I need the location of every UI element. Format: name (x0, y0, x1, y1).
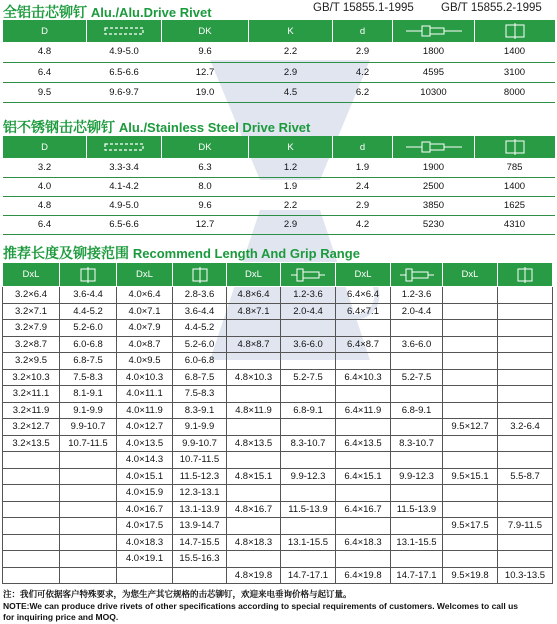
table-cell (281, 419, 336, 436)
table-cell: 6.8-7.5 (173, 369, 227, 386)
note-cn: 注：我们可依据客户特殊要求，为您生产其它规格的击芯铆钉，欢迎来电垂询价格与起订量。 (3, 589, 352, 599)
table-cell: 6.2 (333, 82, 393, 102)
table-cell: 6.4×16.7 (336, 501, 391, 518)
table-cell: 4.0×15.9 (117, 485, 173, 502)
table-cell: 15.5-16.3 (173, 551, 227, 568)
table-cell (60, 485, 117, 502)
table-cell (498, 320, 553, 337)
table-row (3, 320, 553, 337)
table-cell: 1800 (393, 42, 475, 62)
table-cell (336, 320, 391, 337)
table-cell: 9.9-12.3 (391, 468, 443, 485)
table-cell (443, 386, 498, 403)
table-cell: 3.6-6.0 (391, 336, 443, 353)
table-cell: 4.0 (3, 177, 87, 196)
table-cell (336, 485, 391, 502)
table-cell: 3.2×7.9 (3, 320, 60, 337)
table-cell: 6.4×6.4 (336, 287, 391, 304)
table-cell: 6.4×8.7 (336, 336, 391, 353)
table-cell: 3.2×10.3 (3, 369, 60, 386)
table-cell (498, 386, 553, 403)
table-cell: 4595 (393, 62, 475, 82)
table2-title-cn: 铝不锈钢击芯铆钉 (3, 119, 115, 135)
table-cell: 2.0-4.4 (391, 303, 443, 320)
grip-range-icon (281, 263, 336, 287)
shear-icon (393, 136, 475, 158)
table-cell: 2.4 (333, 177, 393, 196)
table-row (3, 177, 555, 196)
table-cell: 2.9 (249, 215, 333, 234)
table-cell: 4.8×18.3 (227, 534, 281, 551)
table-row (3, 369, 553, 386)
table-cell (281, 353, 336, 370)
table-cell (443, 303, 498, 320)
table-cell: 4.0×8.7 (117, 336, 173, 353)
grip-range-icon (391, 263, 443, 287)
table-cell (391, 419, 443, 436)
table-cell (443, 435, 498, 452)
table-cell: 11.5-13.9 (391, 501, 443, 518)
table-cell (3, 534, 60, 551)
table-cell: 4.0×15.1 (117, 468, 173, 485)
table-cell (227, 419, 281, 436)
standard-2: GB/T 15855.2-1995 (441, 2, 542, 14)
table-cell: 5.2-6.0 (173, 336, 227, 353)
table-cell (336, 551, 391, 568)
table-cell: 6.8-9.1 (391, 402, 443, 419)
table-cell (227, 485, 281, 502)
table-cell (60, 501, 117, 518)
table-cell: 1400 (475, 177, 555, 196)
table-cell: 4.0×11.9 (117, 402, 173, 419)
table3-title (3, 243, 360, 263)
table-cell: 9.1-9.9 (60, 402, 117, 419)
table-cell: 3.2×8.7 (3, 336, 60, 353)
alu-alu-spec-table (2, 20, 555, 103)
table-cell: 4.0×9.5 (117, 353, 173, 370)
table-cell: 13.1-15.5 (391, 534, 443, 551)
table-cell: 9.1-9.9 (173, 419, 227, 436)
table-cell (3, 485, 60, 502)
table-cell (443, 551, 498, 568)
table-row (3, 82, 555, 102)
table-cell (281, 320, 336, 337)
table-cell: 9.6 (162, 42, 249, 62)
table-cell: 3.6-4.4 (173, 303, 227, 320)
table-cell: 9.5 (3, 82, 87, 102)
table-cell: 6.4×11.9 (336, 402, 391, 419)
table-cell: 3.2×6.4 (3, 287, 60, 304)
table-cell: 3.2-6.4 (498, 419, 553, 436)
table-cell: 3.3-3.4 (87, 158, 162, 177)
table1-title-en: Alu./Alu.Drive Rivet (90, 5, 212, 20)
table-cell: 2.9 (249, 62, 333, 82)
col-dxl: DxL (117, 263, 173, 287)
table-cell: 8.0 (162, 177, 249, 196)
table-cell: 8.3-9.1 (173, 402, 227, 419)
table-cell: 6.0-6.8 (173, 353, 227, 370)
table-cell: 2.2 (249, 42, 333, 62)
table-cell: 4.8 (3, 42, 87, 62)
table-cell: 9.9-10.7 (60, 419, 117, 436)
table-cell: 9.6 (162, 196, 249, 215)
table-cell: 9.6-9.7 (87, 82, 162, 102)
table-cell: 1900 (393, 158, 475, 177)
col-dxl: DxL (336, 263, 391, 287)
table-cell (498, 353, 553, 370)
table-cell: 4.8×10.3 (227, 369, 281, 386)
table-cell: 4.8×15.1 (227, 468, 281, 485)
table-cell (443, 369, 498, 386)
table-cell: 5.2-7.5 (281, 369, 336, 386)
table-cell (443, 534, 498, 551)
col-small-d: d (333, 20, 393, 42)
col-dk: DK (162, 20, 249, 42)
table-cell: 6.8-7.5 (60, 353, 117, 370)
table-cell (498, 435, 553, 452)
table-cell: 9.9-10.7 (173, 435, 227, 452)
table-cell: 6.4×7.1 (336, 303, 391, 320)
table-cell (443, 402, 498, 419)
table-cell: 6.5-6.6 (87, 215, 162, 234)
table-cell: 2.9 (333, 42, 393, 62)
table-cell: 3.6-6.0 (281, 336, 336, 353)
tensile-icon (475, 20, 555, 42)
table-cell: 4.8×6.4 (227, 287, 281, 304)
table-row (3, 215, 555, 234)
col-dk: DK (162, 136, 249, 158)
table-cell: 11.5-13.9 (281, 501, 336, 518)
table-cell: 3.2×11.1 (3, 386, 60, 403)
col-d: D (3, 136, 87, 158)
hole-diameter-icon (87, 136, 162, 158)
table-cell: 4.0×19.1 (117, 551, 173, 568)
col-k: K (249, 20, 333, 42)
table-cell: 4.8 (3, 196, 87, 215)
table-cell: 3.2 (3, 158, 87, 177)
grip-range-icon (173, 263, 227, 287)
table-row (3, 518, 553, 535)
table-cell (336, 452, 391, 469)
note-en-line1: NOTE:We can produce drive rivets of other specifications according to special requirements of customers. Welcomes to call us (3, 601, 519, 611)
table-cell: 785 (475, 158, 555, 177)
table-cell: 4.0×11.1 (117, 386, 173, 403)
table-cell: 12.3-13.1 (173, 485, 227, 502)
table-cell: 3.2×11.9 (3, 402, 60, 419)
table-cell (498, 287, 553, 304)
table-cell (3, 452, 60, 469)
table-cell (391, 353, 443, 370)
standard-1: GB/T 15855.1-1995 (313, 2, 414, 14)
table-cell: 7.5-8.3 (173, 386, 227, 403)
col-dxl: DxL (227, 263, 281, 287)
table-cell: 2500 (393, 177, 475, 196)
table-cell (3, 567, 60, 584)
table-cell: 4.0×10.3 (117, 369, 173, 386)
table-cell (498, 534, 553, 551)
table-cell: 2.9 (333, 196, 393, 215)
table-cell (443, 452, 498, 469)
table-cell: 3850 (393, 196, 475, 215)
table3-title-cn: 推荐长度及铆接范围 (3, 245, 129, 261)
table-cell (281, 485, 336, 502)
table-cell: 6.4 (3, 62, 87, 82)
table-cell: 3.2×13.5 (3, 435, 60, 452)
table-cell: 1625 (475, 196, 555, 215)
table-cell (391, 485, 443, 502)
table-row (3, 196, 555, 215)
table-cell: 4.4-5.2 (173, 320, 227, 337)
table-cell (443, 501, 498, 518)
table-cell (227, 518, 281, 535)
table-cell: 4.8×13.5 (227, 435, 281, 452)
table-cell: 8000 (475, 82, 555, 102)
table-cell: 4.8×19.8 (227, 567, 281, 584)
table-cell (60, 518, 117, 535)
table-cell: 4.0×13.5 (117, 435, 173, 452)
grip-range-icon (498, 263, 553, 287)
table-cell (498, 369, 553, 386)
table-row (3, 435, 553, 452)
table-cell: 6.4×10.3 (336, 369, 391, 386)
col-small-d: d (333, 136, 393, 158)
table-row (3, 468, 553, 485)
table-cell (227, 452, 281, 469)
table-cell: 6.4×19.8 (336, 567, 391, 584)
table-cell: 4.9-5.0 (87, 196, 162, 215)
table-cell (60, 534, 117, 551)
table-row (3, 567, 553, 584)
table-cell: 8.3-10.7 (281, 435, 336, 452)
table-cell: 6.4 (3, 215, 87, 234)
table-cell (498, 485, 553, 502)
table-cell: 4.0×7.1 (117, 303, 173, 320)
table-cell: 2.8-3.6 (173, 287, 227, 304)
table-cell: 14.7-17.1 (281, 567, 336, 584)
table-cell: 4.1-4.2 (87, 177, 162, 196)
table-cell (336, 518, 391, 535)
table-row (3, 501, 553, 518)
table-cell: 1.9 (333, 158, 393, 177)
table-cell: 3.2×9.5 (3, 353, 60, 370)
table-cell: 3.6-4.4 (60, 287, 117, 304)
table-cell: 3.2×12.7 (3, 419, 60, 436)
table-cell: 6.3 (162, 158, 249, 177)
table-cell: 2.2 (249, 196, 333, 215)
table-cell: 4.8×11.9 (227, 402, 281, 419)
table-cell (117, 567, 173, 584)
table-cell (281, 386, 336, 403)
table-row (3, 551, 553, 568)
table-cell (281, 551, 336, 568)
table-cell: 12.7 (162, 215, 249, 234)
table-cell: 4.4-5.2 (60, 303, 117, 320)
table-row (3, 42, 555, 62)
table-cell (60, 567, 117, 584)
table-cell: 12.7 (162, 62, 249, 82)
table-cell: 4.0×18.3 (117, 534, 173, 551)
table-row (3, 158, 555, 177)
table-cell (3, 551, 60, 568)
table-row (3, 287, 553, 304)
table-cell (227, 320, 281, 337)
table-cell: 14.7-15.5 (173, 534, 227, 551)
table-cell: 10300 (393, 82, 475, 102)
table-cell (60, 551, 117, 568)
table1-title (3, 2, 212, 22)
table-cell (443, 353, 498, 370)
table-cell (391, 386, 443, 403)
table-row (3, 336, 553, 353)
table-cell (60, 468, 117, 485)
table-row (3, 452, 553, 469)
shear-icon (393, 20, 475, 42)
col-dxl: DxL (3, 263, 60, 287)
table-cell: 8.1-9.1 (60, 386, 117, 403)
table-cell: 7.9-11.5 (498, 518, 553, 535)
table-cell (3, 501, 60, 518)
table-row (3, 62, 555, 82)
table-cell: 4310 (475, 215, 555, 234)
table-cell: 6.4×15.1 (336, 468, 391, 485)
table-cell (60, 452, 117, 469)
table-cell (498, 551, 553, 568)
table-cell: 4.0×17.5 (117, 518, 173, 535)
table-cell: 1.9 (249, 177, 333, 196)
col-k: K (249, 136, 333, 158)
note-en-line2: for inquiring price and MOQ. (3, 612, 119, 622)
table-cell: 10.3-13.5 (498, 567, 553, 584)
grip-range-icon (60, 263, 117, 287)
grip-range-table (2, 262, 553, 584)
table-cell (336, 419, 391, 436)
col-dxl: DxL (443, 263, 498, 287)
table-cell (498, 303, 553, 320)
table-cell (443, 287, 498, 304)
table-cell (227, 353, 281, 370)
table-row (3, 402, 553, 419)
table-cell (391, 452, 443, 469)
table-cell: 2.0-4.4 (281, 303, 336, 320)
table-cell (498, 336, 553, 353)
table-row (3, 419, 553, 436)
table-cell: 8.3-10.7 (391, 435, 443, 452)
table-cell: 4.0×16.7 (117, 501, 173, 518)
table-cell: 4.2 (333, 62, 393, 82)
col-d: D (3, 20, 87, 42)
table-cell (498, 501, 553, 518)
table-cell (443, 485, 498, 502)
table3-title-en: Recommend Length And Grip Range (132, 246, 360, 261)
table2-title (3, 117, 310, 137)
hole-diameter-icon (87, 20, 162, 42)
table-cell (498, 452, 553, 469)
table-cell: 4.2 (333, 215, 393, 234)
table-cell: 9.5×12.7 (443, 419, 498, 436)
table-cell: 6.4×13.5 (336, 435, 391, 452)
tensile-icon (475, 136, 555, 158)
table-cell: 4.0×14.3 (117, 452, 173, 469)
table-cell: 4.8×16.7 (227, 501, 281, 518)
table-cell (281, 452, 336, 469)
table-cell: 11.5-12.3 (173, 468, 227, 485)
table-cell (391, 518, 443, 535)
table-cell: 5230 (393, 215, 475, 234)
table-cell (391, 320, 443, 337)
table-cell: 13.1-13.9 (173, 501, 227, 518)
table-cell: 1400 (475, 42, 555, 62)
table-cell: 9.5×19.8 (443, 567, 498, 584)
table-cell: 13.1-15.5 (281, 534, 336, 551)
table-cell: 1.2 (249, 158, 333, 177)
table-cell: 6.8-9.1 (281, 402, 336, 419)
table-cell: 4.0×7.9 (117, 320, 173, 337)
table-cell: 7.5-8.3 (60, 369, 117, 386)
table-cell: 4.0×6.4 (117, 287, 173, 304)
table-cell: 4.5 (249, 82, 333, 102)
table-cell (173, 567, 227, 584)
table-cell: 13.9-14.7 (173, 518, 227, 535)
table-cell: 5.2-6.0 (60, 320, 117, 337)
table-cell (498, 402, 553, 419)
table-cell (336, 386, 391, 403)
table2-title-en: Alu./Stainless Steel Drive Rivet (118, 120, 311, 135)
table-cell (391, 551, 443, 568)
table-cell: 5.5-8.7 (498, 468, 553, 485)
table-cell: 6.4×18.3 (336, 534, 391, 551)
alu-stainless-spec-table (2, 136, 555, 235)
table-cell: 3.2×7.1 (3, 303, 60, 320)
table-cell: 6.0-6.8 (60, 336, 117, 353)
table-cell: 4.9-5.0 (87, 42, 162, 62)
table-cell: 14.7-17.1 (391, 567, 443, 584)
table-cell: 1.2-3.6 (281, 287, 336, 304)
table-cell (443, 320, 498, 337)
table-cell: 19.0 (162, 82, 249, 102)
table-cell: 10.7-11.5 (173, 452, 227, 469)
table-cell (3, 468, 60, 485)
table-row (3, 485, 553, 502)
table-cell: 9.5×17.5 (443, 518, 498, 535)
table-cell (281, 518, 336, 535)
table-cell (227, 551, 281, 568)
table-cell (443, 336, 498, 353)
table-cell (227, 386, 281, 403)
table-row (3, 534, 553, 551)
table-cell: 10.7-11.5 (60, 435, 117, 452)
table-cell: 4.8×7.1 (227, 303, 281, 320)
table-row (3, 353, 553, 370)
table-cell: 5.2-7.5 (391, 369, 443, 386)
table-cell: 9.5×15.1 (443, 468, 498, 485)
table-cell: 9.9-12.3 (281, 468, 336, 485)
table-cell: 6.5-6.6 (87, 62, 162, 82)
table-row (3, 303, 553, 320)
table-cell: 1.2-3.6 (391, 287, 443, 304)
table-cell (336, 353, 391, 370)
table-cell: 3100 (475, 62, 555, 82)
table-cell: 4.8×8.7 (227, 336, 281, 353)
table-cell: 4.0×12.7 (117, 419, 173, 436)
table1-title-cn: 全铝击芯铆钉 (3, 4, 87, 20)
table-row (3, 386, 553, 403)
table-cell (3, 518, 60, 535)
